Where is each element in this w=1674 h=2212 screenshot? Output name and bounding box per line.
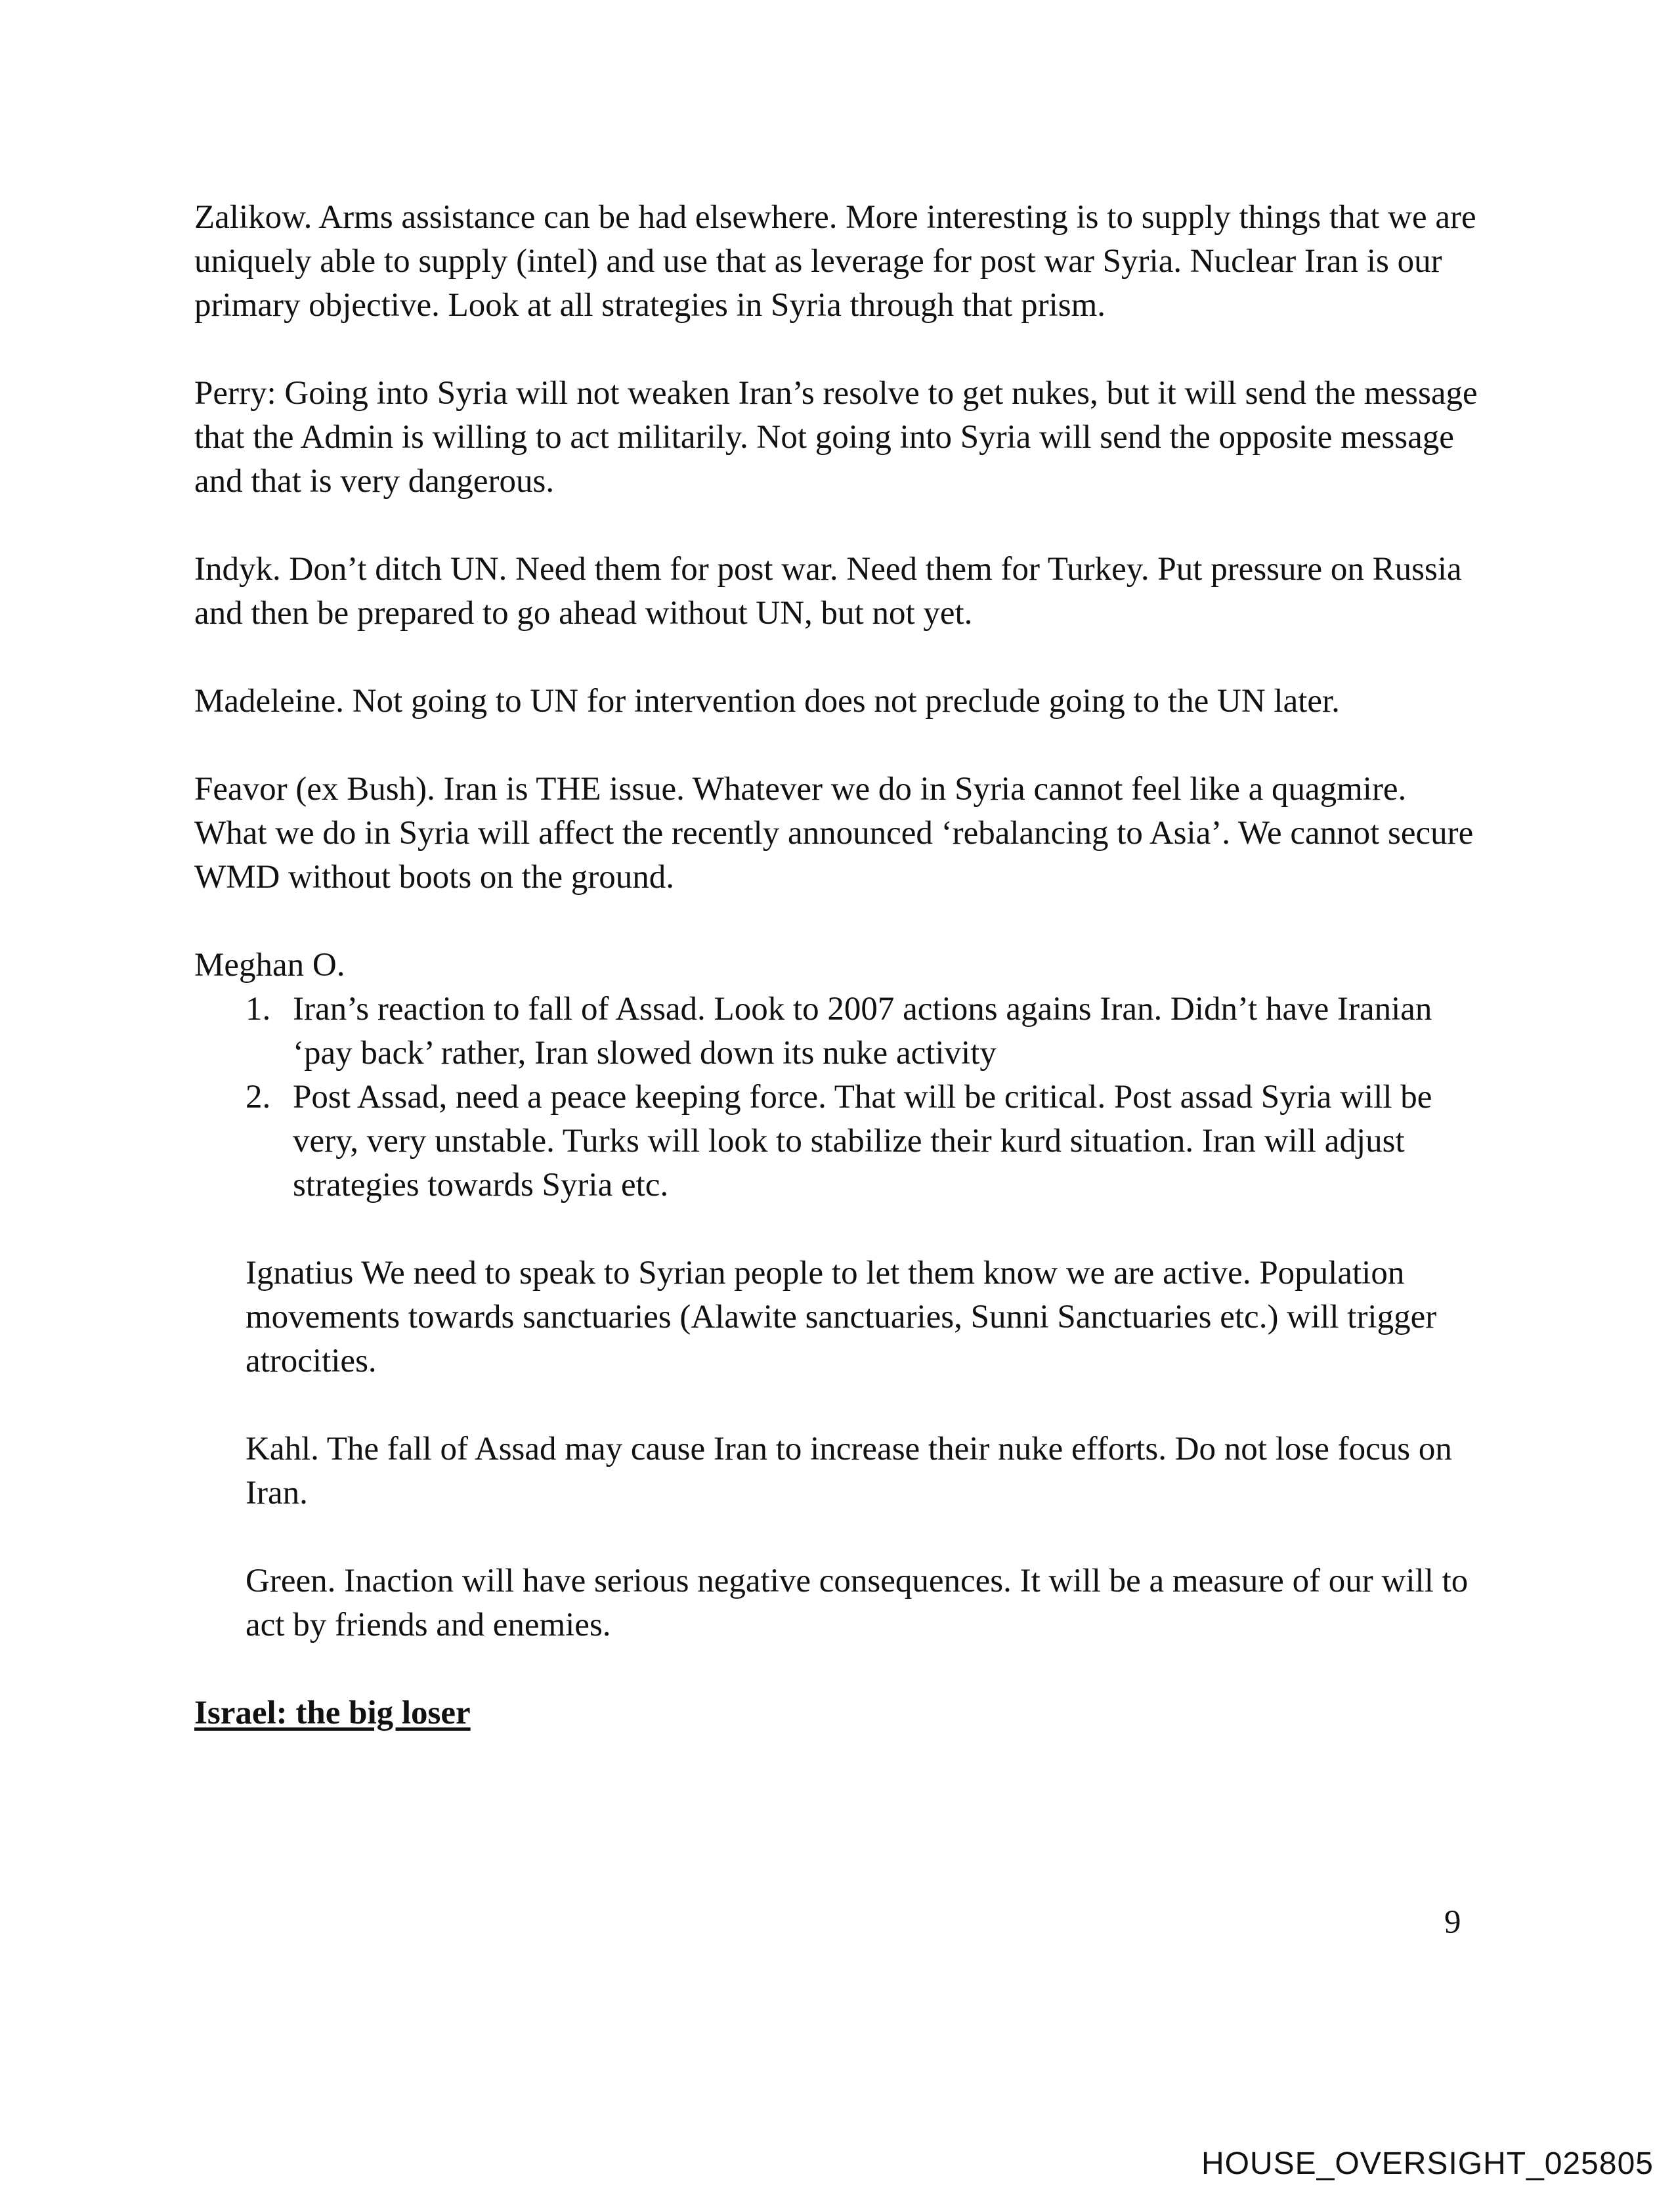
paragraph-kahl: Kahl. The fall of Assad may cause Iran to increase their nuke efforts. Do not lose focus on Iran. [246, 1431, 1452, 1511]
list-item-text: Post Assad, need a peace keeping force. That will be critical. Post assad Syria will be very, very unstable. Turks will look to stabilize their kurd situation. Iran will adjust strategies towards Syria etc. [293, 1079, 1432, 1204]
paragraph-zalikow: Zalikow. Arms assistance can be had elsewhere. More interesting is to supply things that we are uniquely able to supply (intel) and use that as leverage for post war Syria. Nuclear Iran is our primary objective. Look at all strategies in Syria through that prism. [194, 199, 1476, 324]
paragraph-ignatius: Ignatius We need to speak to Syrian people to let them know we are active. Population movements towards sanctuaries (Alawite sanctuaries, Sunni Sanctuaries etc.) will trigger atrocities. [246, 1255, 1437, 1379]
paragraph-green: Green. Inaction will have serious negative consequences. It will be a measure of our will to act by friends and enemies. [246, 1563, 1469, 1643]
paragraph-madeleine: Madeleine. Not going to UN for intervention does not preclude going to the UN later. [194, 683, 1340, 720]
paragraph-perry: Perry: Going into Syria will not weaken Iran’s resolve to get nukes, but it will send the message that the Admin is willing to act militarily. Not going into Syria will send the opposite message and that is very dangerous. [194, 375, 1478, 500]
page-number: 9 [1444, 1904, 1461, 1941]
list-item [194, 987, 1481, 1075]
document-body [194, 196, 1481, 1735]
list-item-number: 1. [246, 991, 271, 1028]
list-item [194, 1075, 1481, 1207]
paragraph-indyk: Indyk. Don’t ditch UN. Need them for post war. Need them for Turkey. Put pressure on Russia and then be prepared to go ahead without UN, but not yet. [194, 551, 1462, 632]
section-heading: Israel: the big loser [194, 1695, 471, 1731]
paragraph-meghan-heading: Meghan O. [194, 947, 345, 984]
paragraph-feavor: Feavor (ex Bush). Iran is THE issue. Whatever we do in Syria cannot feel like a quagmire. What we do in Syria will affect the recently announced ‘rebalancing to Asia’. We cannot secure WMD without boots on the ground. [194, 771, 1474, 896]
list-item-number: 2. [246, 1079, 271, 1116]
bates-number: HOUSE_OVERSIGHT_025805 [1201, 2146, 1654, 2181]
list-item-text: Iran’s reaction to fall of Assad. Look to 2007 actions agains Iran. Didn’t have Iranian ‘pay back’ rather, Iran slowed down its nuke activity [293, 991, 1432, 1072]
meghan-numbered-list [194, 987, 1481, 1207]
